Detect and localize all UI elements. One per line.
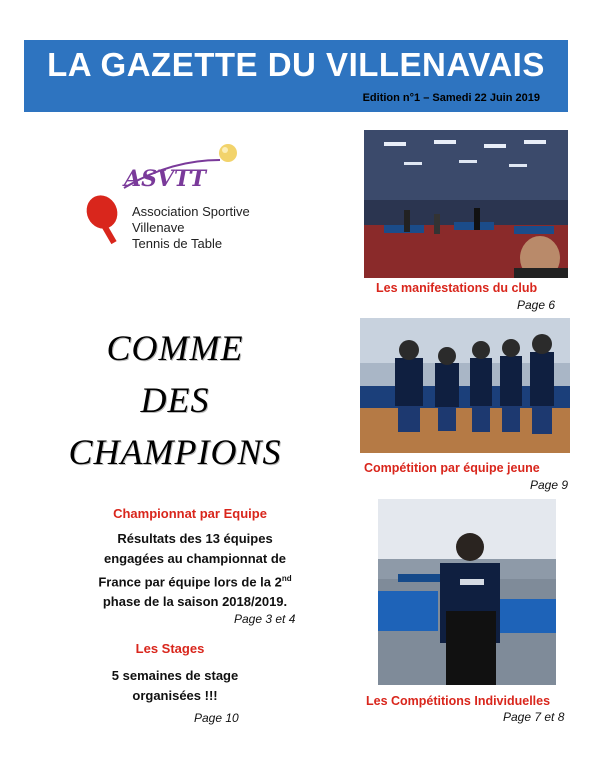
logo-text [132,204,290,252]
page-manifestations: Page 6 [517,298,556,312]
photo-equipe-jeune [360,318,570,453]
photo-manifestations [364,130,568,278]
caption-manifestations: Les manifestations du club [376,281,538,295]
club-logo [80,140,290,250]
page-equipe-jeune: Page 9 [530,478,569,492]
stages-page: Page 10 [194,711,239,725]
headline-line-1: COMME [106,328,244,368]
logo-line-2: Tennis de Table [132,236,223,251]
caption-competitions-individuelles: Les Compétitions Individuelles [366,694,551,708]
championnat-line-3: France par équipe lors de la 2nd [98,574,292,590]
headline-line-2: DES [140,380,210,420]
championnat-line-1: Résultats des 13 équipes [117,531,273,546]
logo-acronym: ASVTT [124,166,206,192]
logo-line-1: Association Sportive Villenave [132,204,250,235]
championnat-line-2: engagées au championnat de [103,551,287,566]
championnat-text [70,529,320,612]
photo-competitions-individuelles [378,499,556,685]
championnat-page: Page 3 et 4 [234,612,296,626]
championnat-title: Championnat par Equipe [113,506,267,521]
championnat-line-4: phase de la saison 2018/2019. [102,594,288,610]
stages-title: Les Stages [135,641,205,656]
newspaper-title: LA GAZETTE DU VILLENAVAIS [47,46,545,83]
caption-equipe-jeune: Compétition par équipe jeune [364,461,540,475]
edition-line: Edition n°1 – Samedi 22 Juin 2019 [362,92,540,104]
main-headline [50,322,300,478]
headline-line-3: CHAMPIONS [68,432,282,472]
stages-line-1: 5 semaines de stage [111,668,239,683]
page-competitions-individuelles: Page 7 et 8 [503,710,565,724]
stages-line-2: organisées !!! [132,688,218,703]
stages-text [90,666,260,706]
header-banner [24,40,568,112]
